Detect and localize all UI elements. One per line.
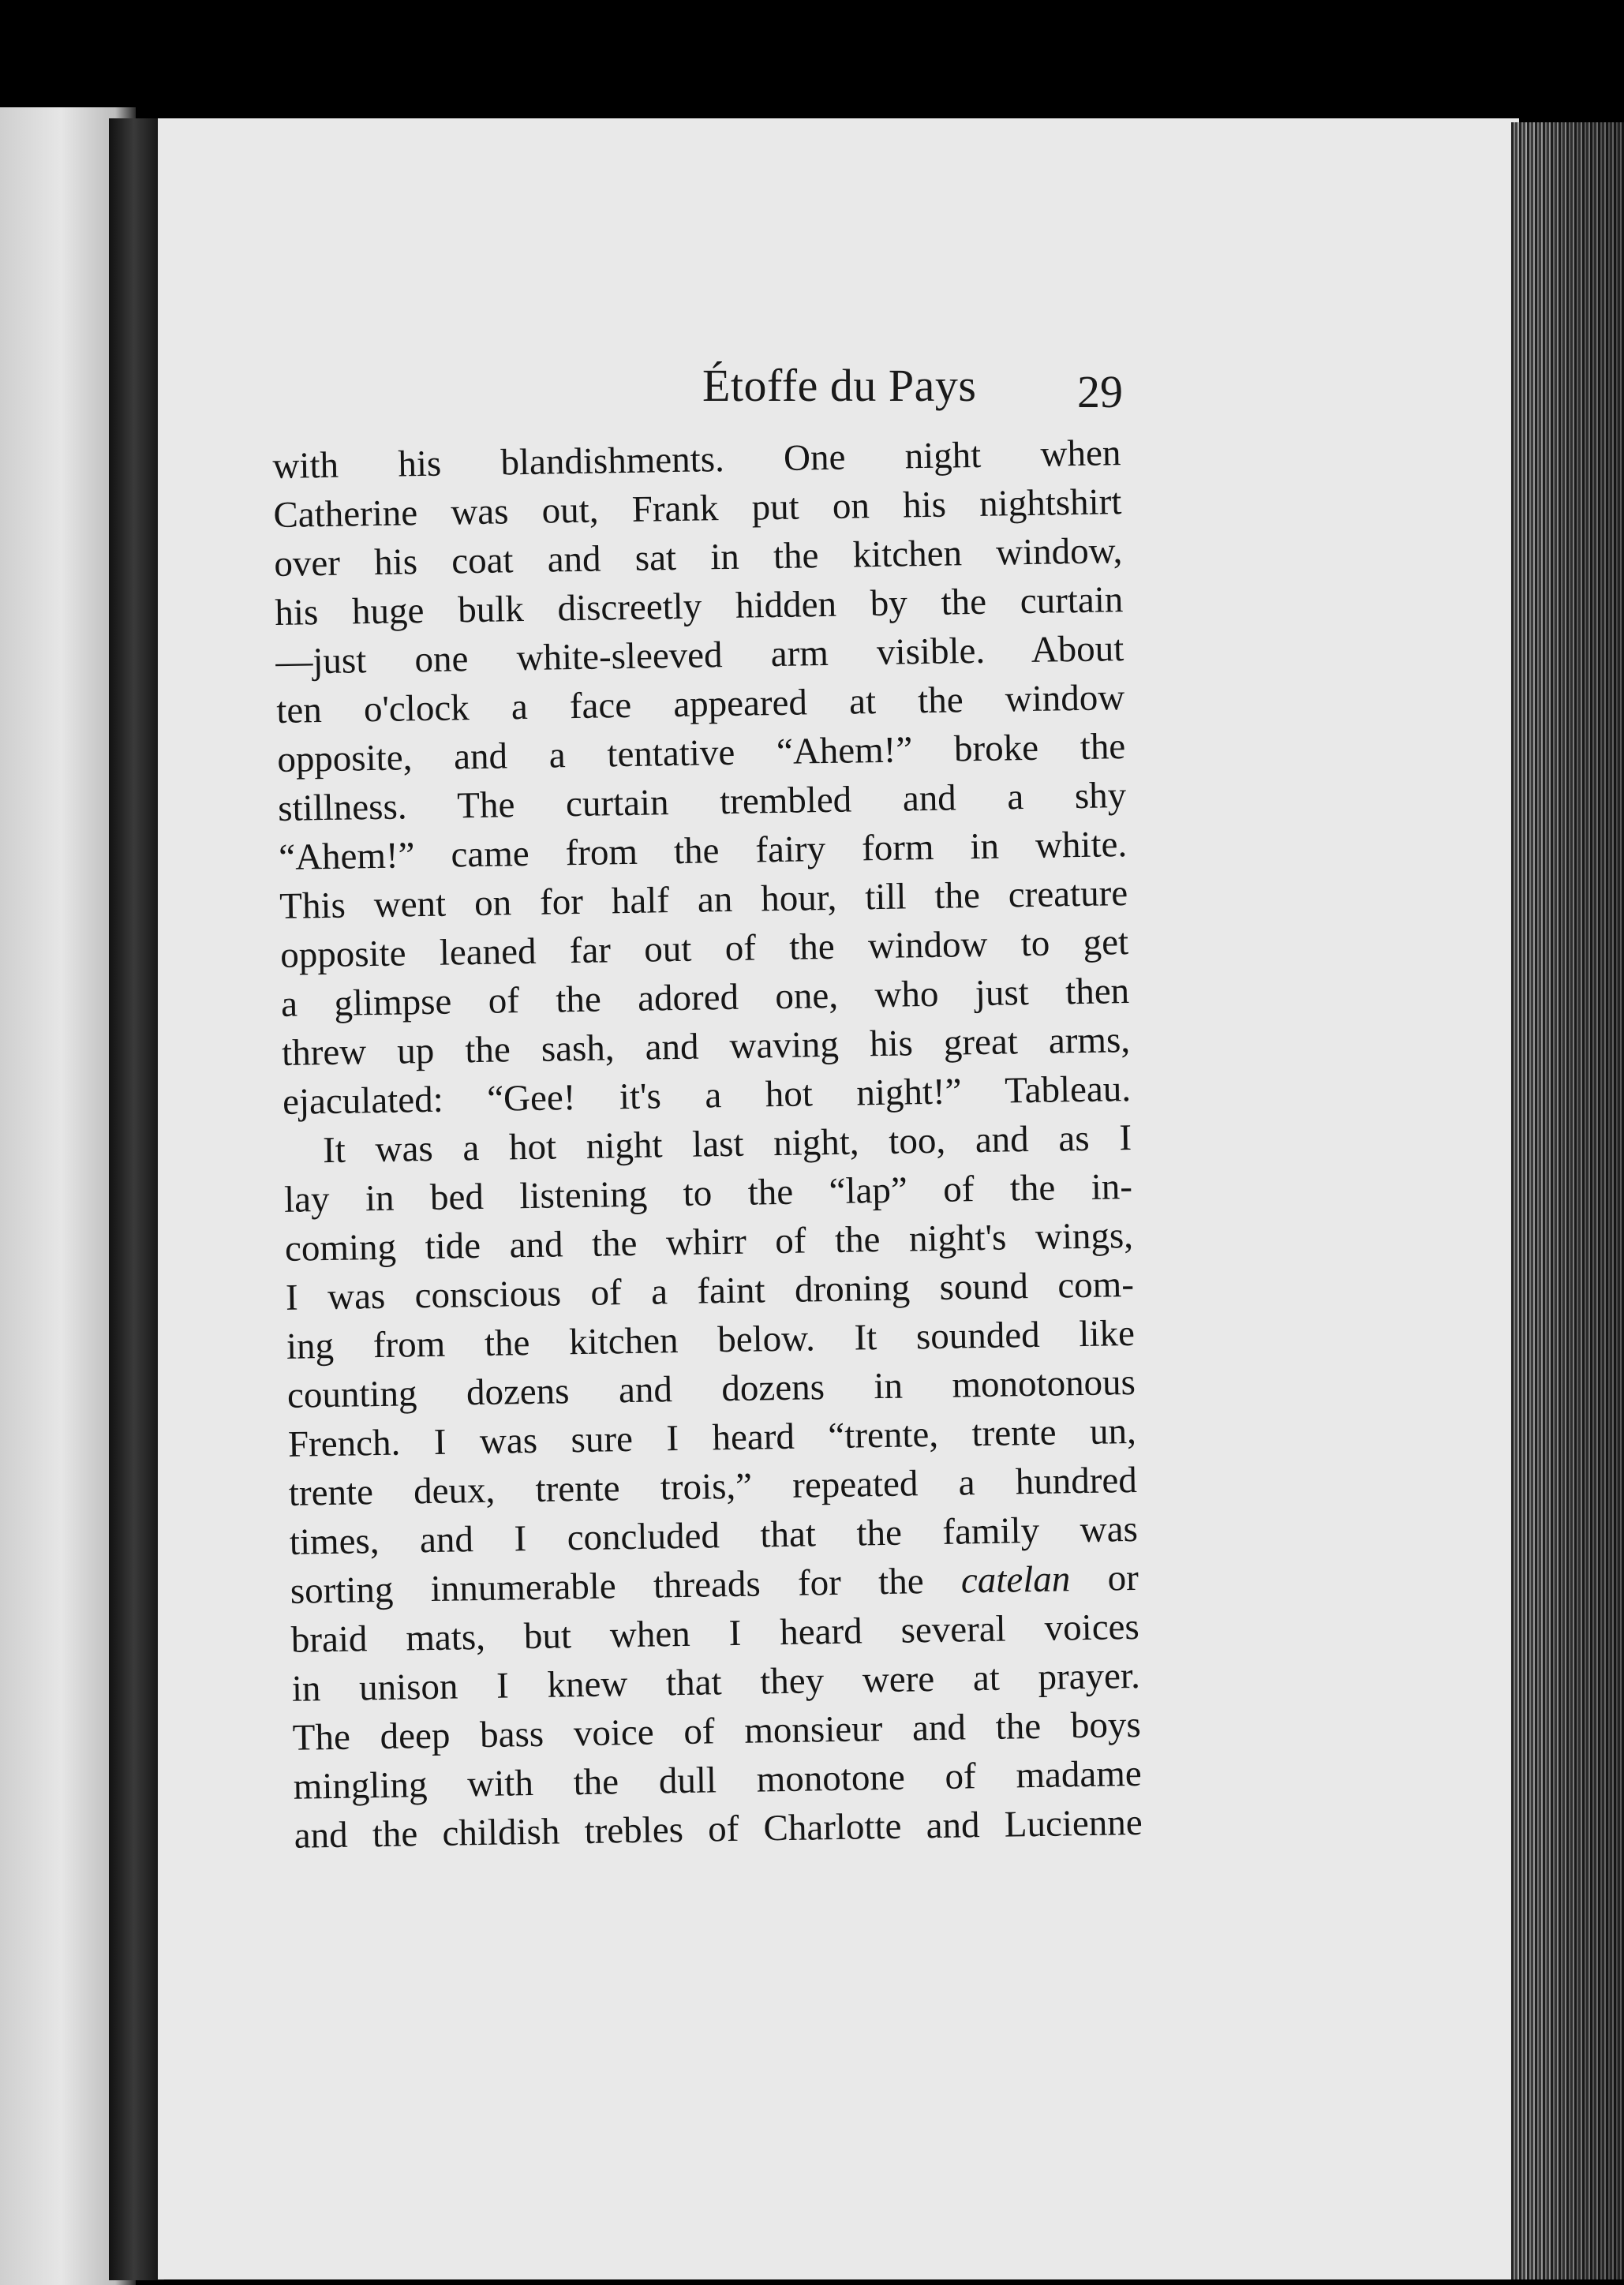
text-line: mingling with the dull monotone of madame: [293, 1752, 1143, 1808]
text-line: ejaculated: “Gee! it's a hot night!” Tableau.: [282, 1068, 1132, 1123]
text-line: —just one white-sleeved arm visible. About: [275, 628, 1124, 683]
text-line: opposite, and a tentative “Ahem!” broke the: [276, 726, 1126, 780]
paragraph-start-line: It was a hot night last night, too, and as I: [322, 1117, 1132, 1172]
text-line: threw up the sash, and waving his great arms,: [281, 1019, 1131, 1074]
text-line: a glimpse of the adored one, who just then: [280, 970, 1130, 1025]
text-line: with his blandishments. One night when: [272, 432, 1121, 487]
text-line: This went on for half an hour, till the creature: [279, 873, 1128, 927]
text-line: coming tide and the whirr of the night's wings,: [284, 1214, 1134, 1270]
italic-word: catelan: [960, 1558, 1071, 1602]
text-line: French. I was sure I heard “trente, trente un,: [287, 1410, 1137, 1465]
book-gutter: [109, 118, 164, 2280]
text-line: Catherine was out, Frank put on his nightshirt: [273, 481, 1122, 536]
text-line: The deep bass voice of monsieur and the boys: [292, 1703, 1142, 1759]
text-line: times, and I concluded that the family was: [289, 1508, 1139, 1563]
text-line: stillness. The curtain trembled and a shy: [277, 775, 1127, 829]
text-line: ten o'clock a face appeared at the window: [275, 677, 1125, 731]
text-line: in unison I knew that they were at prayer.: [291, 1655, 1141, 1710]
text-line: trente deux, trente trois,” repeated a hundred: [288, 1459, 1138, 1514]
running-title: Étoffe du Pays: [702, 360, 977, 411]
body-text: [272, 428, 1143, 1861]
line-tail: or: [1107, 1557, 1139, 1599]
text-line: counting dozens and dozens in monotonous: [286, 1361, 1136, 1416]
text-line: and the childish trebles of Charlotte and Lucienne: [294, 1801, 1143, 1857]
text-line: braid mats, but when I heard several voices: [290, 1606, 1140, 1661]
page-header: [158, 359, 1519, 422]
page-edges-shadow: [1511, 122, 1624, 2279]
text-line: ing from the kitchen below. It sounded like: [286, 1312, 1136, 1367]
page-number: 29: [1077, 366, 1123, 417]
text-line: “Ahem!” came from the fairy form in white.: [278, 824, 1128, 878]
text-line: his huge bulk discreetly hidden by the curtain: [275, 579, 1124, 634]
line-text: sorting innumerable threads for the: [290, 1561, 924, 1612]
text-line: opposite leaned far out of the window to get: [279, 922, 1129, 976]
text-line: I was conscious of a faint droning sound com-: [285, 1263, 1135, 1318]
text-line: lay in bed listening to the “lap” of the in-: [283, 1165, 1133, 1221]
text-line: over his coat and sat in the kitchen window,: [274, 530, 1123, 585]
